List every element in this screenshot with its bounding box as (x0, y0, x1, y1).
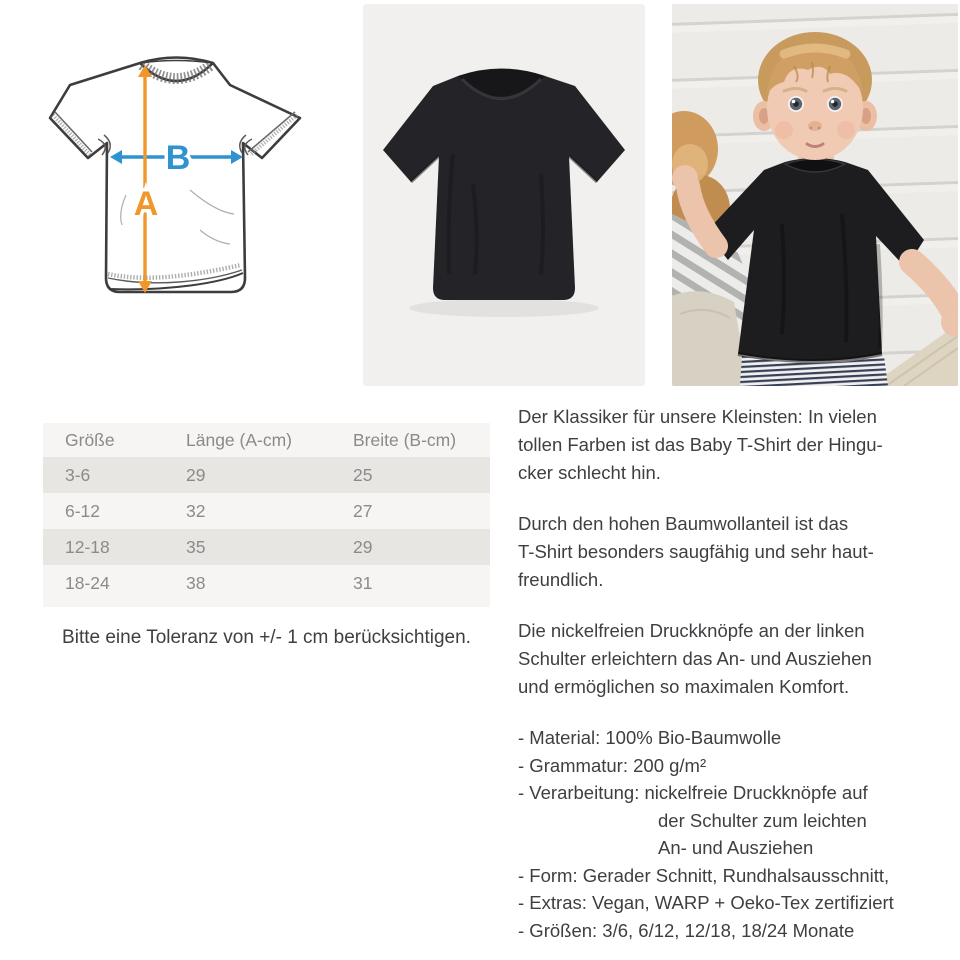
table-row (43, 565, 490, 601)
width-cell: 29 (353, 536, 373, 557)
length-cell: 38 (186, 572, 206, 593)
description-line: und ermöglichen so maximalen Komfort. (518, 676, 850, 697)
table-row (43, 493, 490, 529)
left-hand (672, 165, 698, 191)
cheek-right (837, 121, 855, 139)
size-diagram (40, 45, 320, 305)
description-paragraph (518, 403, 958, 487)
feature-item-continuation: der Schulter zum leichten (658, 809, 867, 831)
col-header-breite: Breite (B-cm) (353, 429, 457, 450)
description-line: freundlich. (518, 569, 604, 590)
product-description (518, 403, 958, 944)
col-header-laenge: Länge (A-cm) (186, 429, 293, 450)
description-line: tollen Farben ist das Baby T-Shirt der Hingu- (518, 434, 883, 455)
cheek-left (775, 121, 793, 139)
width-cell: 31 (353, 572, 373, 593)
length-cell: 29 (186, 464, 206, 485)
description-line: Der Klassiker für unsere Kleinsten: In vielen (518, 406, 877, 427)
description-paragraph (518, 510, 958, 594)
size-cell: 3-6 (65, 464, 91, 485)
size-cell: 6-12 (65, 500, 101, 521)
feature-item: - Grammatur: 200 g/m² (518, 754, 707, 776)
black-tshirt-image (363, 4, 645, 386)
label-b: B (165, 139, 191, 177)
length-cell: 32 (186, 500, 206, 521)
width-cell: 27 (353, 500, 373, 521)
description-line: Durch den hohen Baumwollanteil ist das (518, 513, 849, 534)
feature-item: - Extras: Vegan, WARP + Oeko-Tex zertifiziert (518, 892, 894, 913)
description-line: Die nickelfreien Druckknöpfe an der linken (518, 620, 865, 641)
description-line: cker schlecht hin. (518, 462, 661, 483)
col-header-groesse: Größe (65, 429, 115, 450)
tolerance-note: Bitte eine Toleranz von +/- 1 cm berücksichtigen. (62, 627, 471, 648)
baby-model-image (672, 4, 958, 386)
feature-item: - Verarbeitung: nickelfreie Druckknöpfe auf (518, 782, 868, 803)
nose (808, 121, 822, 131)
label-a: A (133, 185, 159, 223)
description-line: Schulter erleichtern das An- und Ausziehen (518, 648, 872, 669)
model-photo (672, 4, 958, 386)
width-cell: 25 (353, 464, 373, 485)
description-line: T-Shirt besonders saugfähig und sehr haut- (518, 541, 874, 562)
description-paragraph (518, 617, 958, 701)
table-row (43, 529, 490, 565)
product-photo (363, 4, 645, 386)
size-cell: 18-24 (65, 572, 110, 593)
feature-list (518, 724, 958, 944)
size-table (43, 423, 490, 607)
length-cell: 35 (186, 536, 206, 557)
feature-item: - Material: 100% Bio-Baumwolle (518, 727, 782, 748)
feature-item: - Form: Gerader Schnitt, Rundhalsausschnitt, (518, 864, 890, 886)
table-row (43, 457, 490, 493)
feature-item-continuation: An- und Ausziehen (658, 837, 814, 858)
size-cell: 12-18 (65, 536, 110, 557)
tshirt-body (383, 69, 625, 301)
table-header-row (43, 423, 490, 457)
feature-item: - Größen: 3/6, 6/12, 12/18, 18/24 Monate (518, 919, 855, 941)
